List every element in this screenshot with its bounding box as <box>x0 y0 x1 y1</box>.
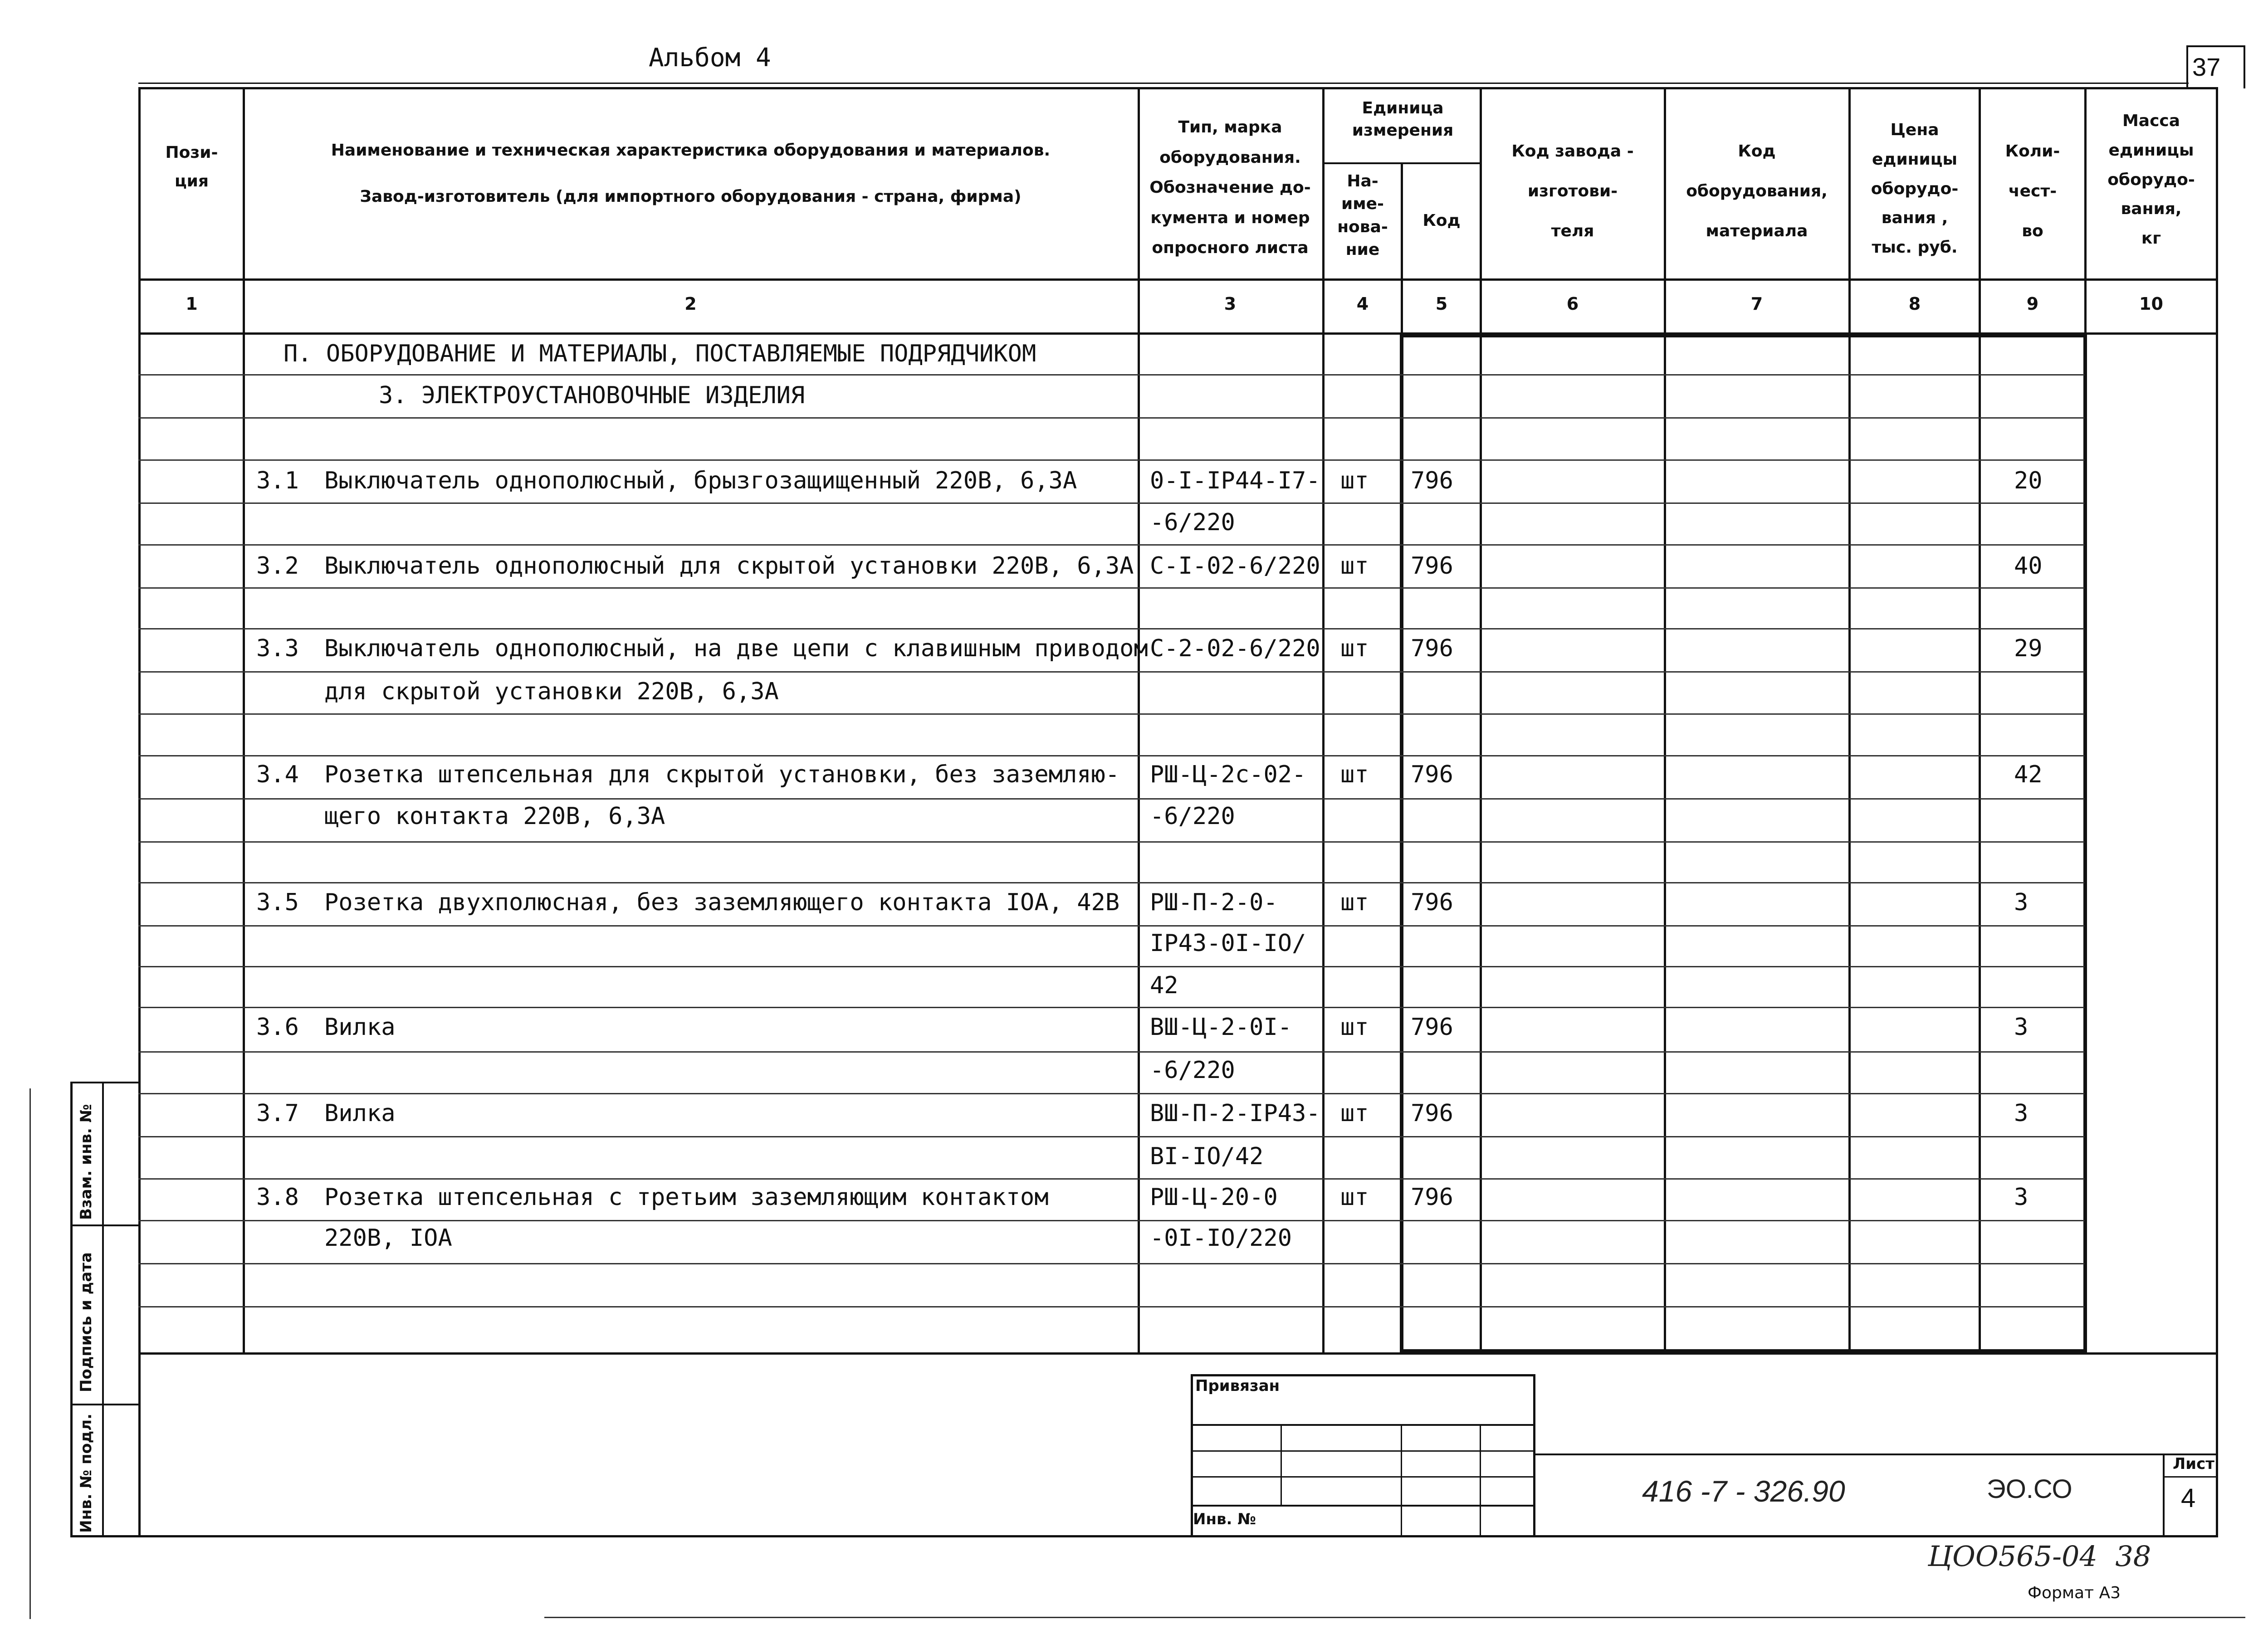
handwritten-archive-number: ЦОО565-04 38 <box>1928 1540 2151 1573</box>
item-position: 3.7 <box>256 1100 299 1127</box>
column-number: 4 <box>1356 294 1369 314</box>
item-unit-code: 796 <box>1411 761 1453 788</box>
section-title: П. ОБОРУДОВАНИЕ И МАТЕРИАЛЫ, ПОСТАВЛЯЕМЫЕ ПОДРЯДЧИКОМ <box>284 340 1036 367</box>
item-quantity: 40 <box>2014 552 2043 580</box>
header-equipment-code: Код оборудования, материала <box>1686 142 1828 241</box>
item-type: -0I-IO/220 <box>1150 1224 1292 1252</box>
side-inv-podl: Инв. № подл. <box>77 1413 95 1533</box>
item-quantity: 20 <box>2014 467 2043 494</box>
header-unit-code: Код <box>1422 211 1461 230</box>
item-unit: шт <box>1340 761 1369 788</box>
item-position: 3.1 <box>256 467 299 494</box>
item-position: 3.4 <box>256 761 299 788</box>
item-quantity: 3 <box>2014 889 2028 916</box>
header-unit-name: На- име- нова- ние <box>1337 172 1388 259</box>
item-name: Выключатель однополюсный, брызгозащищенный 220В, 6,3А <box>324 467 1077 494</box>
column-number: 5 <box>1435 294 1448 314</box>
column-number: 9 <box>2026 294 2039 314</box>
column-number: 1 <box>186 294 198 314</box>
column-number: 7 <box>1750 294 1763 314</box>
item-type: РШ-Ц-2с-02- <box>1150 761 1306 788</box>
item-type: 0-I-IP44-I7- <box>1150 467 1320 494</box>
item-unit-code: 796 <box>1411 552 1453 580</box>
side-vzam: Взам. инв. № <box>77 1104 95 1220</box>
document-mark: ЭО.СО <box>1987 1474 2072 1504</box>
sheet-number: 4 <box>2181 1483 2196 1513</box>
column-number: 3 <box>1224 294 1237 314</box>
item-name: для скрытой установки 220В, 6,3А <box>324 678 779 705</box>
item-type: РШ-Ц-20-0 <box>1150 1184 1278 1211</box>
item-quantity: 3 <box>2014 1100 2028 1127</box>
header-plant-code: Код завода - изготови- теля <box>1511 142 1634 241</box>
column-number: 8 <box>1908 294 1921 314</box>
header-name-line1: Наименование и техническая характеристика оборудования и материалов. <box>331 141 1051 160</box>
format-label: Формат А3 <box>2028 1584 2121 1602</box>
header-position: Пози- ция <box>165 143 218 190</box>
item-unit: шт <box>1340 467 1369 494</box>
item-position: 3.5 <box>256 889 299 916</box>
item-type: 42 <box>1150 972 1178 999</box>
item-type: ВШ-П-2-IP43- <box>1150 1100 1320 1127</box>
item-quantity: 3 <box>2014 1184 2028 1211</box>
album-title: Альбом 4 <box>649 43 771 73</box>
column-number: 2 <box>684 294 697 314</box>
item-name: Розетка штепсельная с третьим заземляющим контактом <box>324 1184 1049 1211</box>
item-name: щего контакта 220В, 6,3А <box>324 803 665 830</box>
item-type: ВШ-Ц-2-0I- <box>1150 1014 1292 1041</box>
page-number: 37 <box>2192 53 2221 81</box>
item-unit: шт <box>1340 1100 1369 1127</box>
header-type: Тип, марка оборудования. Обозначение до- кумента и номер опросного листа <box>1149 118 1311 258</box>
item-name: Вилка <box>324 1100 396 1127</box>
subsection-title: 3. ЭЛЕКТРОУСТАНОВОЧНЫЕ ИЗДЕЛИЯ <box>379 382 805 409</box>
item-quantity: 29 <box>2014 635 2043 662</box>
item-name: Розетка двухполюсная, без заземляющего контакта IОА, 42В <box>324 889 1120 916</box>
item-unit: шт <box>1340 1184 1369 1211</box>
item-type: РШ-П-2-0- <box>1150 889 1278 916</box>
column-number: 6 <box>1566 294 1579 314</box>
item-quantity: 3 <box>2014 1014 2028 1041</box>
header-quantity: Коли- чест- во <box>2005 142 2060 241</box>
header-mass: Масса единицы оборудо- вания, кг <box>2107 112 2195 248</box>
item-unit-code: 796 <box>1411 635 1453 662</box>
item-unit: шт <box>1340 635 1369 662</box>
item-position: 3.8 <box>256 1184 299 1211</box>
item-unit-code: 796 <box>1411 889 1453 916</box>
header-unit-group: Единица измерения <box>1352 99 1454 140</box>
item-name: Розетка штепсельная для скрытой установки, без заземляю- <box>324 761 1120 788</box>
side-podpis: Подпись и дата <box>77 1252 95 1392</box>
item-type: -6/220 <box>1150 803 1235 830</box>
header-name-line2: Завод-изготовитель (для импортного оборудования - страна, фирма) <box>360 187 1022 206</box>
item-unit: шт <box>1340 1014 1369 1041</box>
item-position: 3.6 <box>256 1014 299 1041</box>
item-unit-code: 796 <box>1411 1100 1453 1127</box>
item-type: -6/220 <box>1150 1057 1235 1084</box>
item-quantity: 42 <box>2014 761 2043 788</box>
item-type: -6/220 <box>1150 509 1235 536</box>
item-position: 3.3 <box>256 635 299 662</box>
item-name: Выключатель однополюсный, на две цепи с клавишным приводом <box>324 635 1148 662</box>
item-unit-code: 796 <box>1411 1184 1453 1211</box>
item-unit: шт <box>1340 889 1369 916</box>
item-unit-code: 796 <box>1411 1014 1453 1041</box>
item-type: IP43-0I-IO/ <box>1150 930 1306 957</box>
sheet-label: Лист <box>2173 1455 2214 1473</box>
item-type: С-I-02-6/220 <box>1150 552 1320 580</box>
item-name: Вилка <box>324 1014 396 1041</box>
item-type: С-2-02-6/220 <box>1150 635 1320 662</box>
header-price: Цена единицы оборудо- вания , тыс. руб. <box>1871 121 1959 257</box>
inv-no-label: Инв. № <box>1193 1510 1256 1528</box>
item-unit-code: 796 <box>1411 467 1453 494</box>
privyazan-label: Привязан <box>1195 1377 1280 1395</box>
document-code: 416 -7 - 326.90 <box>1642 1474 1845 1508</box>
item-unit: шт <box>1340 552 1369 580</box>
item-type: ВI-IO/42 <box>1150 1143 1264 1170</box>
item-position: 3.2 <box>256 552 299 580</box>
item-name: 220В, IОА <box>324 1224 452 1252</box>
item-name: Выключатель однополюсный для скрытой установки 220В, 6,3А <box>324 552 1134 580</box>
column-number: 10 <box>2139 294 2163 314</box>
